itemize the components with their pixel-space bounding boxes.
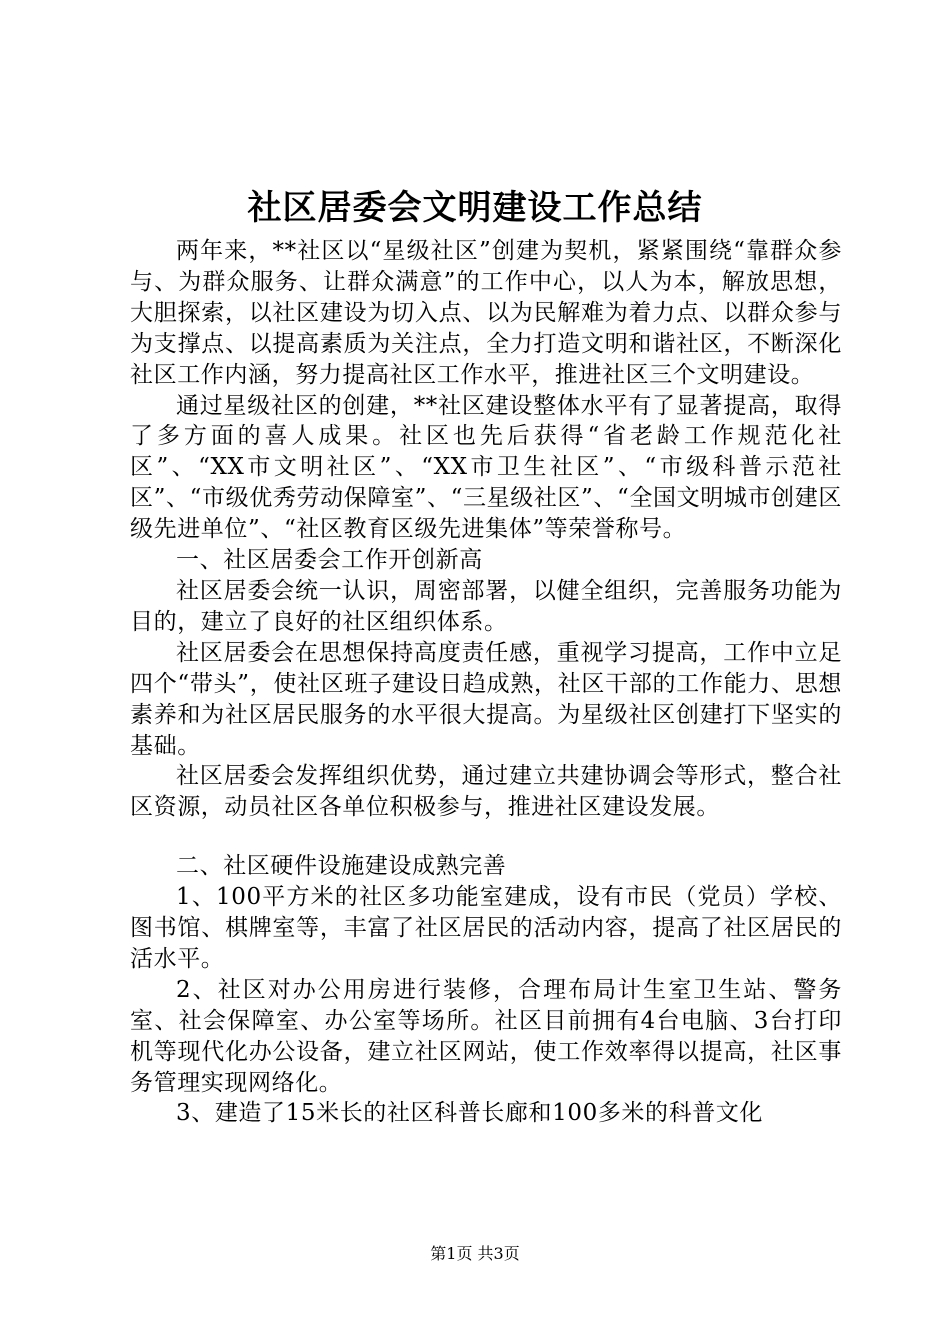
paragraph-spacer: [130, 823, 842, 851]
list-item-1: 1、100平方米的社区多功能室建成，设有市民（党员）学校、图书馆、棋牌室等，丰富了社区居民的活动内容，提高了社区居民的活水平。: [130, 884, 842, 972]
paragraph-intro: 两年来，**社区以“星级社区”创建为契机，紧紧围绕“靠群众参与、为群众服务、让群众满意”的工作中心，以人为本，解放思想，大胆探索，以社区建设为切入点、以为民解难为着力点、以群众参与为支撑点、以提高素质为关注点，全力打造文明和谐社区，不断深化社区工作内涵，努力提高社区工作水平，推进社区三个文明建设。: [130, 238, 842, 388]
section-heading-2: 二、社区硬件设施建设成熟完善: [176, 853, 507, 880]
list-item-3: 3、建造了15米长的社区科普长廊和100多米的科普文化: [176, 1100, 763, 1127]
paragraph-resources: 社区居委会发挥组织优势，通过建立共建协调会等形式，整合社区资源，动员社区各单位积极参与，推进社区建设发展。: [130, 763, 842, 821]
document-title: 社区居委会文明建设工作总结: [247, 188, 703, 228]
list-item-2: 2、社区对办公用房进行装修，合理布局计生室卫生站、警务室、社会保障室、办公室等场所。社区目前拥有4台电脑、3台打印机等现代化办公设备，建立社区网站，使工作效率得以提高，社区事务管理实现网络化。: [130, 976, 842, 1096]
paragraph-responsibility: 社区居委会在思想保持高度责任感，重视学习提高，工作中立足四个“带头”，使社区班子建设日趋成熟，社区干部的工作能力、思想素养和为社区居民服务的水平很大提高。为星级社区创建打下坚实的基础。: [130, 639, 842, 759]
paragraph-achievements: 通过星级社区的创建，**社区建设整体水平有了显著提高，取得了多方面的喜人成果。社区也先后获得“省老龄工作规范化社区”、“XX市文明社区”、“XX市卫生社区”、“市级科普示范社区”、“市级优秀劳动保障室”、“三星级社区”、“全国文明城市创建区级先进单位”、“社区教育区级先进集体”等荣誉称号。: [130, 392, 842, 543]
paragraph-organization: 社区居委会统一认识，周密部署，以健全组织，完善服务功能为目的，建立了良好的社区组织体系。: [130, 577, 842, 635]
section-heading-1: 一、社区居委会工作开创新高: [176, 547, 483, 574]
document-body: [130, 236, 842, 1129]
page-footer: 第1页 共3页: [430, 1244, 520, 1263]
